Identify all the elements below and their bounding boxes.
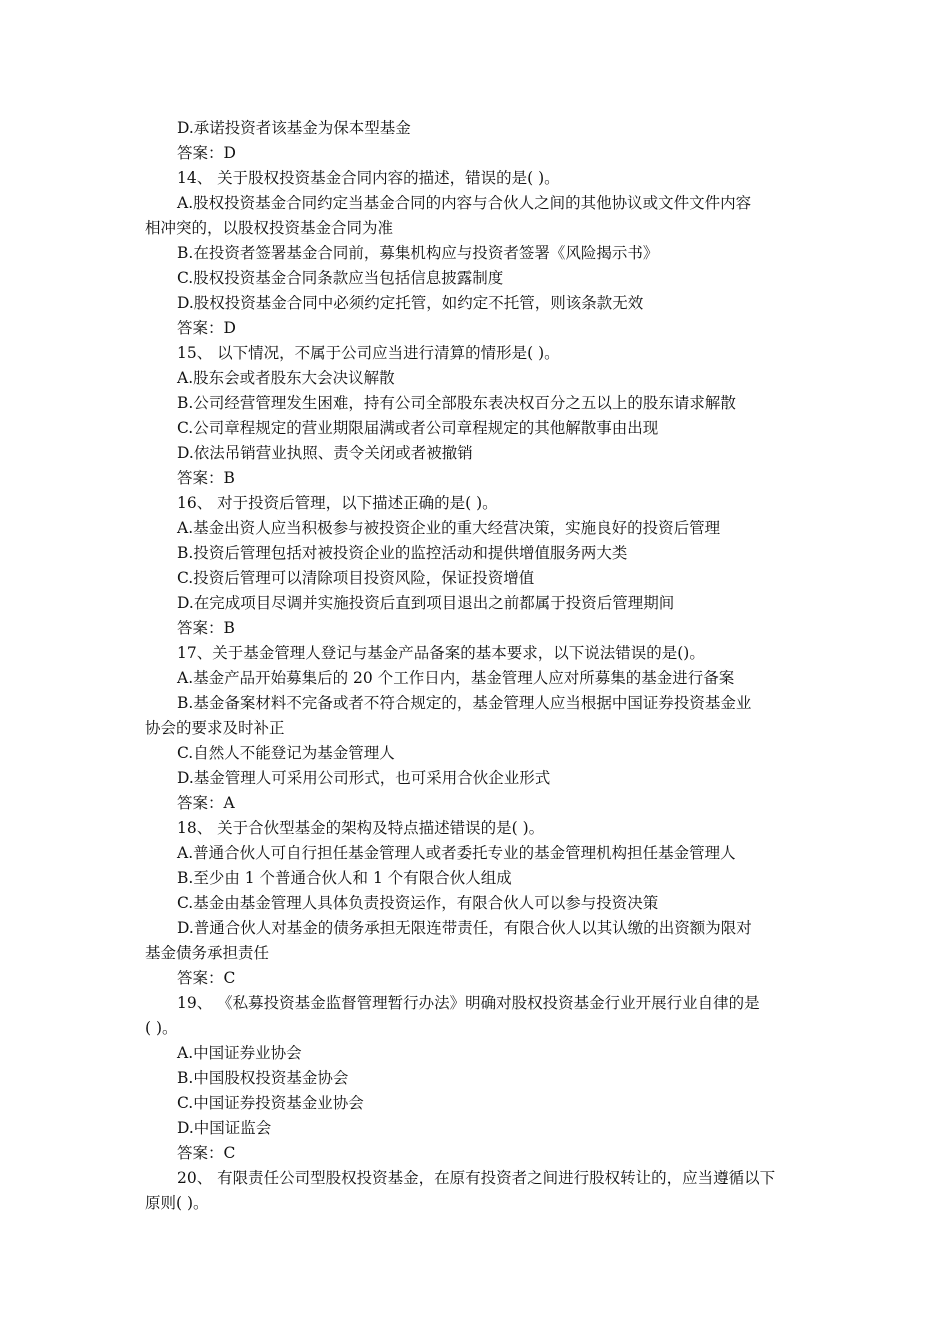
answer-14: 答案：D [177, 319, 236, 337]
option-15-b: B.公司经营管理发生困难，持有公司全部股东表决权百分之五以上的股东请求解散 [177, 394, 736, 412]
answer-13: 答案：D [177, 144, 236, 162]
option-17-d: D.基金管理人可采用公司形式，也可采用合伙企业形式 [177, 769, 551, 787]
option-13-d: D.承诺投资者该基金为保本型基金 [177, 119, 411, 137]
question-15: 15、 以下情况，不属于公司应当进行清算的情形是( )。 [177, 344, 560, 362]
option-16-d: D.在完成项目尽调并实施投资后直到项目退出之前都属于投资后管理期间 [177, 594, 675, 612]
option-17-c: C.自然人不能登记为基金管理人 [177, 744, 395, 762]
question-19: 19、 《私募投资基金监督管理暂行办法》明确对股权投资基金行业开展行业自律的是 [177, 994, 760, 1012]
option-19-a: A.中国证券业协会 [177, 1044, 302, 1062]
question-14: 14、 关于股权投资基金合同内容的描述，错误的是( )。 [177, 169, 560, 187]
question-16: 16、 对于投资后管理，以下描述正确的是( )。 [177, 494, 498, 512]
option-19-d: D.中国证监会 [177, 1119, 272, 1137]
question-19-cont: ( )。 [145, 1019, 178, 1037]
option-14-c: C.股权投资基金合同条款应当包括信息披露制度 [177, 269, 504, 287]
question-20: 20、 有限责任公司型股权投资基金，在原有投资者之间进行股权转让的，应当遵循以下 [177, 1169, 776, 1187]
option-18-d: D.普通合伙人对基金的债务承担无限连带责任，有限合伙人以其认缴的出资额为限对 [177, 919, 752, 937]
option-14-a-cont: 相冲突的，以股权投资基金合同为准 [145, 219, 394, 237]
option-14-a: A.股权投资基金合同约定当基金合同的内容与合伙人之间的其他协议或文件文件内容 [177, 194, 752, 212]
option-16-c: C.投资后管理可以清除项目投资风险，保证投资增值 [177, 569, 535, 587]
option-16-b: B.投资后管理包括对被投资企业的监控活动和提供增值服务两大类 [177, 544, 628, 562]
option-18-b: B.至少由 1 个普通合伙人和 1 个有限合伙人组成 [177, 869, 512, 887]
option-15-c: C.公司章程规定的营业期限届满或者公司章程规定的其他解散事由出现 [177, 419, 659, 437]
option-14-d: D.股权投资基金合同中必须约定托管，如约定不托管，则该条款无效 [177, 294, 644, 312]
option-15-d: D.依法吊销营业执照、责令关闭或者被撤销 [177, 444, 473, 462]
option-17-b-cont: 协会的要求及时补正 [145, 719, 285, 737]
option-17-b: B.基金备案材料不完备或者不符合规定的，基金管理人应当根据中国证券投资基金业 [177, 694, 752, 712]
option-18-a: A.普通合伙人可自行担任基金管理人或者委托专业的基金管理机构担任基金管理人 [177, 844, 736, 862]
option-18-c: C.基金由基金管理人具体负责投资运作，有限合伙人可以参与投资决策 [177, 894, 659, 912]
question-20-cont: 原则( )。 [145, 1194, 209, 1212]
option-15-a: A.股东会或者股东大会决议解散 [177, 369, 395, 387]
option-16-a: A.基金出资人应当积极参与被投资企业的重大经营决策，实施良好的投资后管理 [177, 519, 721, 537]
answer-16: 答案：B [177, 619, 235, 637]
question-18: 18、 关于合伙型基金的架构及特点描述错误的是( )。 [177, 819, 545, 837]
answer-17: 答案：A [177, 794, 235, 812]
answer-15: 答案：B [177, 469, 235, 487]
answer-19: 答案：C [177, 1144, 236, 1162]
option-19-b: B.中国股权投资基金协会 [177, 1069, 349, 1087]
option-17-a: A.基金产品开始募集后的 20 个工作日内，基金管理人应对所募集的基金进行备案 [177, 669, 735, 687]
option-18-d-cont: 基金债务承担责任 [145, 944, 270, 962]
option-19-c: C.中国证券投资基金业协会 [177, 1094, 364, 1112]
answer-18: 答案：C [177, 969, 236, 987]
option-14-b: B.在投资者签署基金合同前，募集机构应与投资者签署《风险揭示书》 [177, 244, 659, 262]
question-17: 17、关于基金管理人登记与基金产品备案的基本要求，以下说法错误的是()。 [177, 644, 705, 662]
